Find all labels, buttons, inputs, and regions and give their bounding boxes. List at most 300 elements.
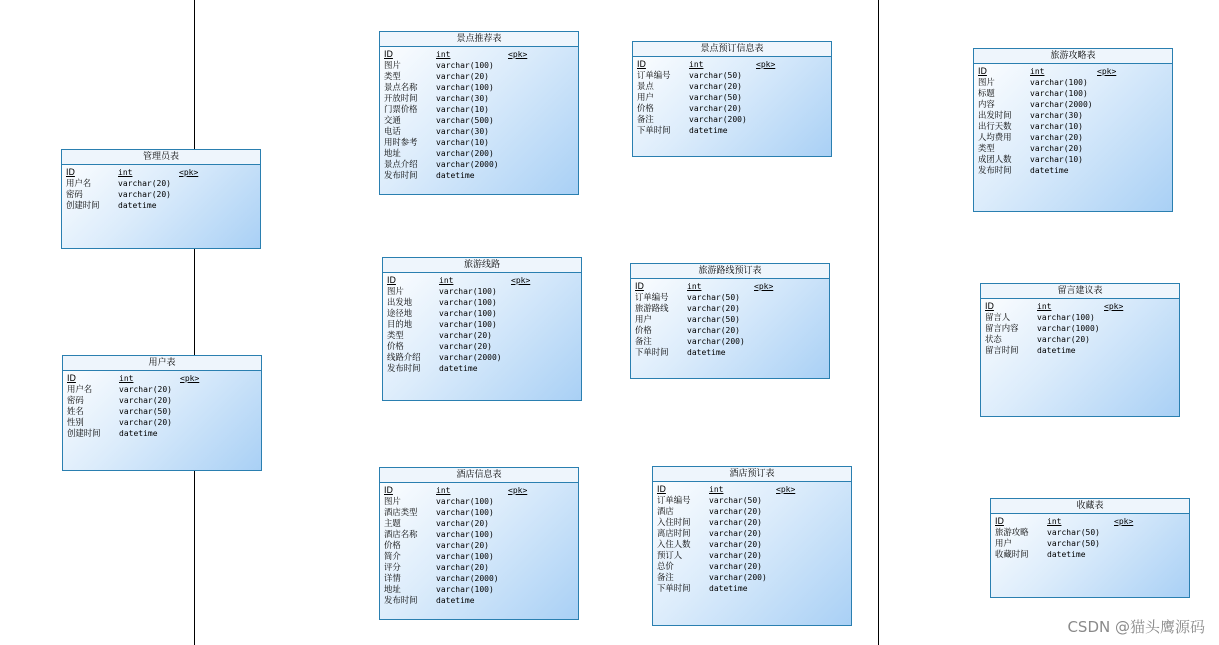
- column-name: 备注: [657, 572, 674, 582]
- column-type: varchar(30): [436, 94, 489, 103]
- column-row: [985, 345, 1179, 356]
- column-type: varchar(50): [687, 315, 740, 324]
- column-row: [384, 115, 578, 126]
- column-type: varchar(20): [439, 331, 492, 340]
- column-type: datetime: [436, 171, 475, 180]
- column-row: [978, 66, 1172, 77]
- column-row: [66, 167, 260, 178]
- column-name: 出发地: [387, 297, 413, 307]
- table-title: 旅游线路: [383, 258, 581, 273]
- column-type: varchar(20): [689, 82, 742, 91]
- entity-table-hotel[interactable]: [379, 467, 579, 620]
- column-type: varchar(50): [687, 293, 740, 302]
- column-row: [657, 583, 851, 594]
- column-row: [985, 301, 1179, 312]
- column-row: [384, 529, 578, 540]
- column-row: [635, 314, 829, 325]
- column-type: varchar(20): [709, 507, 762, 516]
- column-row: [387, 297, 581, 308]
- column-row: [384, 573, 578, 584]
- column-name: 下单时间: [657, 583, 691, 593]
- column-type: varchar(100): [436, 497, 494, 506]
- column-row: [657, 539, 851, 550]
- column-row: [978, 121, 1172, 132]
- column-type: varchar(100): [436, 530, 494, 539]
- column-type: varchar(100): [439, 309, 497, 318]
- column-row: [67, 373, 261, 384]
- column-row: [637, 92, 831, 103]
- column-row: [978, 143, 1172, 154]
- entity-table-admin[interactable]: [61, 149, 261, 249]
- table-title: 旅游路线预订表: [631, 264, 829, 279]
- primary-key-marker: <pk>: [776, 485, 796, 494]
- column-name: 发布时间: [384, 595, 418, 605]
- column-name: 姓名: [67, 406, 84, 416]
- column-row: [384, 60, 578, 71]
- column-type: datetime: [709, 584, 748, 593]
- column-row: [637, 81, 831, 92]
- column-row: [387, 308, 581, 319]
- column-row: [384, 71, 578, 82]
- column-type: varchar(20): [709, 518, 762, 527]
- column-row: [637, 114, 831, 125]
- column-row: [384, 584, 578, 595]
- column-name: 用户名: [67, 384, 93, 394]
- column-name: 预订人: [657, 550, 683, 560]
- column-list: [633, 57, 831, 136]
- column-row: [384, 137, 578, 148]
- column-type: varchar(20): [436, 541, 489, 550]
- column-type: varchar(1000): [1037, 324, 1100, 333]
- column-name: 酒店: [657, 506, 674, 516]
- column-type: datetime: [118, 201, 157, 210]
- column-row: [637, 70, 831, 81]
- column-row: [384, 540, 578, 551]
- table-title: 用户表: [63, 356, 261, 371]
- column-row: [387, 341, 581, 352]
- column-type: varchar(20): [1037, 335, 1090, 344]
- column-type: datetime: [689, 126, 728, 135]
- column-row: [635, 292, 829, 303]
- column-type: varchar(200): [687, 337, 745, 346]
- column-name: 留言人: [985, 312, 1011, 322]
- column-row: [657, 495, 851, 506]
- column-name: ID: [995, 516, 1004, 526]
- column-name: 离店时间: [657, 528, 691, 538]
- column-row: [657, 484, 851, 495]
- column-type: varchar(200): [436, 149, 494, 158]
- column-row: [657, 572, 851, 583]
- column-name: 备注: [635, 336, 652, 346]
- entity-table-route[interactable]: [382, 257, 582, 401]
- column-name: 目的地: [387, 319, 413, 329]
- column-list: [383, 273, 581, 374]
- column-name: 备注: [637, 114, 654, 124]
- column-name: 内容: [978, 99, 995, 109]
- column-type: varchar(30): [436, 127, 489, 136]
- column-name: 主题: [384, 518, 401, 528]
- column-name: ID: [657, 484, 666, 494]
- primary-key-marker: <pk>: [508, 50, 528, 59]
- column-type: varchar(100): [436, 83, 494, 92]
- column-name: 景点名称: [384, 82, 418, 92]
- column-name: ID: [978, 66, 987, 76]
- column-row: [384, 148, 578, 159]
- column-row: [67, 428, 261, 439]
- column-name: 地址: [384, 584, 401, 594]
- column-row: [635, 303, 829, 314]
- entity-table-scenic[interactable]: [379, 31, 579, 195]
- entity-table-user[interactable]: [62, 355, 262, 471]
- column-list: [991, 514, 1189, 560]
- column-row: [985, 312, 1179, 323]
- column-type: varchar(20): [119, 396, 172, 405]
- column-type: varchar(20): [119, 385, 172, 394]
- column-type: varchar(500): [436, 116, 494, 125]
- column-row: [978, 99, 1172, 110]
- column-type: varchar(100): [1030, 78, 1088, 87]
- column-name: ID: [985, 301, 994, 311]
- column-type: int: [689, 60, 704, 69]
- column-name: 价格: [387, 341, 404, 351]
- column-type: int: [1030, 67, 1045, 76]
- column-name: 类型: [978, 143, 995, 153]
- column-name: 发布时间: [387, 363, 421, 373]
- column-type: varchar(20): [1030, 144, 1083, 153]
- column-row: [637, 125, 831, 136]
- column-type: int: [118, 168, 133, 177]
- column-type: varchar(20): [439, 342, 492, 351]
- column-row: [67, 395, 261, 406]
- column-name: ID: [387, 275, 396, 285]
- column-type: datetime: [439, 364, 478, 373]
- column-name: 开放时间: [384, 93, 418, 103]
- column-type: varchar(20): [436, 72, 489, 81]
- primary-key-marker: <pk>: [508, 486, 528, 495]
- table-title: 酒店预订表: [653, 467, 851, 482]
- column-type: varchar(100): [1030, 89, 1088, 98]
- column-type: varchar(100): [439, 320, 497, 329]
- column-type: varchar(20): [687, 304, 740, 313]
- column-name: 发布时间: [978, 165, 1012, 175]
- column-type: varchar(10): [436, 105, 489, 114]
- column-type: int: [439, 276, 454, 285]
- column-type: varchar(10): [1030, 155, 1083, 164]
- column-row: [384, 82, 578, 93]
- column-name: 旅游攻略: [995, 527, 1029, 537]
- entity-table-favorite[interactable]: [990, 498, 1190, 598]
- column-row: [985, 334, 1179, 345]
- column-row: [657, 561, 851, 572]
- column-type: varchar(100): [439, 287, 497, 296]
- column-row: [384, 93, 578, 104]
- column-name: 用时参考: [384, 137, 418, 147]
- column-type: varchar(20): [689, 104, 742, 113]
- column-name: 旅游路线: [635, 303, 669, 313]
- column-row: [384, 170, 578, 181]
- column-row: [657, 550, 851, 561]
- column-row: [67, 406, 261, 417]
- column-type: varchar(20): [118, 190, 171, 199]
- primary-key-marker: <pk>: [511, 276, 531, 285]
- column-row: [384, 485, 578, 496]
- table-title: 留言建议表: [981, 284, 1179, 299]
- column-row: [985, 323, 1179, 334]
- column-name: 出发时间: [978, 110, 1012, 120]
- column-list: [380, 483, 578, 606]
- column-row: [635, 336, 829, 347]
- column-type: varchar(50): [119, 407, 172, 416]
- primary-key-marker: <pk>: [754, 282, 774, 291]
- column-type: varchar(20): [709, 529, 762, 538]
- column-row: [66, 200, 260, 211]
- column-name: 发布时间: [384, 170, 418, 180]
- column-type: int: [436, 486, 451, 495]
- column-name: 留言时间: [985, 345, 1019, 355]
- column-type: varchar(20): [709, 562, 762, 571]
- divider-line-left: [194, 0, 195, 645]
- column-type: varchar(20): [436, 519, 489, 528]
- column-row: [384, 496, 578, 507]
- column-name: 用户: [637, 92, 654, 102]
- column-type: int: [436, 50, 451, 59]
- column-name: 景点: [637, 81, 654, 91]
- column-name: ID: [66, 167, 75, 177]
- column-list: [974, 64, 1172, 176]
- column-name: ID: [635, 281, 644, 291]
- column-row: [387, 319, 581, 330]
- column-type: varchar(10): [1030, 122, 1083, 131]
- column-type: varchar(2000): [436, 160, 499, 169]
- column-name: 酒店名称: [384, 529, 418, 539]
- column-name: 途径地: [387, 308, 413, 318]
- column-row: [384, 518, 578, 529]
- column-type: varchar(200): [709, 573, 767, 582]
- column-row: [635, 325, 829, 336]
- column-row: [67, 417, 261, 428]
- column-name: 下单时间: [635, 347, 669, 357]
- column-name: 留言内容: [985, 323, 1019, 333]
- column-row: [384, 562, 578, 573]
- column-type: varchar(30): [1030, 111, 1083, 120]
- column-name: 用户: [635, 314, 652, 324]
- column-type: varchar(2000): [436, 574, 499, 583]
- column-name: ID: [384, 49, 393, 59]
- entity-table-guide[interactable]: [973, 48, 1173, 212]
- column-name: 订单编号: [635, 292, 669, 302]
- column-type: int: [119, 374, 134, 383]
- column-name: 评分: [384, 562, 401, 572]
- column-type: varchar(100): [436, 585, 494, 594]
- column-type: varchar(50): [1047, 539, 1100, 548]
- column-type: varchar(20): [119, 418, 172, 427]
- column-type: datetime: [1047, 550, 1086, 559]
- column-type: varchar(20): [709, 540, 762, 549]
- column-name: 成团人数: [978, 154, 1012, 164]
- primary-key-marker: <pk>: [1097, 67, 1117, 76]
- column-name: 价格: [635, 325, 652, 335]
- entity-table-scenic-order[interactable]: [632, 41, 832, 157]
- column-name: 下单时间: [637, 125, 671, 135]
- column-name: 图片: [978, 77, 995, 87]
- column-row: [384, 595, 578, 606]
- column-name: 用户: [995, 538, 1012, 548]
- column-type: varchar(100): [436, 508, 494, 517]
- column-type: varchar(50): [1047, 528, 1100, 537]
- column-row: [995, 516, 1189, 527]
- column-list: [63, 371, 261, 439]
- column-type: datetime: [687, 348, 726, 357]
- column-type: varchar(20): [118, 179, 171, 188]
- column-name: 价格: [637, 103, 654, 113]
- column-type: datetime: [1037, 346, 1076, 355]
- column-row: [387, 275, 581, 286]
- column-row: [384, 49, 578, 60]
- column-name: 创建时间: [66, 200, 100, 210]
- table-title: 景点推荐表: [380, 32, 578, 47]
- column-type: varchar(200): [689, 115, 747, 124]
- column-row: [978, 77, 1172, 88]
- table-title: 管理员表: [62, 150, 260, 165]
- column-name: 出行天数: [978, 121, 1012, 131]
- column-name: 收藏时间: [995, 549, 1029, 559]
- column-row: [635, 347, 829, 358]
- primary-key-marker: <pk>: [1104, 302, 1124, 311]
- column-name: 密码: [66, 189, 83, 199]
- column-type: varchar(2000): [1030, 100, 1093, 109]
- column-row: [387, 352, 581, 363]
- column-list: [653, 482, 851, 594]
- table-title: 酒店信息表: [380, 468, 578, 483]
- column-name: 订单编号: [657, 495, 691, 505]
- column-list: [380, 47, 578, 181]
- column-type: int: [709, 485, 724, 494]
- column-row: [384, 551, 578, 562]
- primary-key-marker: <pk>: [180, 374, 200, 383]
- column-row: [384, 507, 578, 518]
- table-title: 收藏表: [991, 499, 1189, 514]
- column-row: [66, 178, 260, 189]
- column-list: [62, 165, 260, 211]
- column-row: [384, 126, 578, 137]
- column-list: [981, 299, 1179, 356]
- column-type: varchar(50): [689, 71, 742, 80]
- column-name: 价格: [384, 540, 401, 550]
- column-name: 简介: [384, 551, 401, 561]
- column-type: varchar(2000): [439, 353, 502, 362]
- column-type: varchar(20): [709, 551, 762, 560]
- column-row: [978, 88, 1172, 99]
- column-type: int: [687, 282, 702, 291]
- column-name: 人均费用: [978, 132, 1012, 142]
- column-row: [978, 154, 1172, 165]
- column-type: varchar(100): [439, 298, 497, 307]
- entity-table-message[interactable]: [980, 283, 1180, 417]
- column-row: [978, 132, 1172, 143]
- column-type: int: [1047, 517, 1062, 526]
- column-name: 图片: [384, 496, 401, 506]
- column-name: 入住人数: [657, 539, 691, 549]
- column-type: int: [1037, 302, 1052, 311]
- primary-key-marker: <pk>: [179, 168, 199, 177]
- column-type: varchar(100): [436, 61, 494, 70]
- column-row: [657, 517, 851, 528]
- column-name: 电话: [384, 126, 401, 136]
- entity-table-hotel-order[interactable]: [652, 466, 852, 626]
- column-name: 类型: [387, 330, 404, 340]
- column-row: [384, 159, 578, 170]
- column-name: 图片: [384, 60, 401, 70]
- column-name: ID: [67, 373, 76, 383]
- primary-key-marker: <pk>: [756, 60, 776, 69]
- column-name: 创建时间: [67, 428, 101, 438]
- column-type: varchar(100): [1037, 313, 1095, 322]
- column-name: 景点介绍: [384, 159, 418, 169]
- column-name: 门票价格: [384, 104, 418, 114]
- column-name: 性别: [67, 417, 84, 427]
- table-title: 景点预订信息表: [633, 42, 831, 57]
- column-name: 状态: [985, 334, 1002, 344]
- column-type: varchar(50): [689, 93, 742, 102]
- table-title: 旅游攻略表: [974, 49, 1172, 64]
- column-row: [995, 527, 1189, 538]
- column-name: 用户名: [66, 178, 92, 188]
- column-name: 交通: [384, 115, 401, 125]
- column-name: 酒店类型: [384, 507, 418, 517]
- column-name: ID: [384, 485, 393, 495]
- column-row: [978, 110, 1172, 121]
- column-name: 地址: [384, 148, 401, 158]
- column-type: varchar(20): [687, 326, 740, 335]
- entity-table-route-order[interactable]: [630, 263, 830, 379]
- column-row: [637, 59, 831, 70]
- column-name: 总价: [657, 561, 674, 571]
- column-type: datetime: [119, 429, 158, 438]
- column-row: [637, 103, 831, 114]
- column-row: [995, 538, 1189, 549]
- column-name: 标题: [978, 88, 995, 98]
- column-row: [978, 165, 1172, 176]
- watermark: CSDN @猫头鹰源码: [1067, 618, 1205, 636]
- column-row: [995, 549, 1189, 560]
- column-name: 订单编号: [637, 70, 671, 80]
- column-list: [631, 279, 829, 358]
- column-type: datetime: [436, 596, 475, 605]
- column-type: varchar(20): [436, 563, 489, 572]
- column-row: [387, 330, 581, 341]
- column-row: [387, 363, 581, 374]
- column-name: 图片: [387, 286, 404, 296]
- column-name: 密码: [67, 395, 84, 405]
- column-row: [657, 506, 851, 517]
- column-type: varchar(20): [1030, 133, 1083, 142]
- column-type: varchar(50): [709, 496, 762, 505]
- column-name: 详情: [384, 573, 401, 583]
- column-name: ID: [637, 59, 646, 69]
- column-row: [387, 286, 581, 297]
- divider-line-right: [878, 0, 879, 645]
- primary-key-marker: <pk>: [1114, 517, 1134, 526]
- column-name: 线路介绍: [387, 352, 421, 362]
- column-row: [635, 281, 829, 292]
- column-row: [657, 528, 851, 539]
- column-row: [384, 104, 578, 115]
- column-type: varchar(10): [436, 138, 489, 147]
- column-row: [67, 384, 261, 395]
- column-name: 入住时间: [657, 517, 691, 527]
- column-type: varchar(100): [436, 552, 494, 561]
- column-row: [66, 189, 260, 200]
